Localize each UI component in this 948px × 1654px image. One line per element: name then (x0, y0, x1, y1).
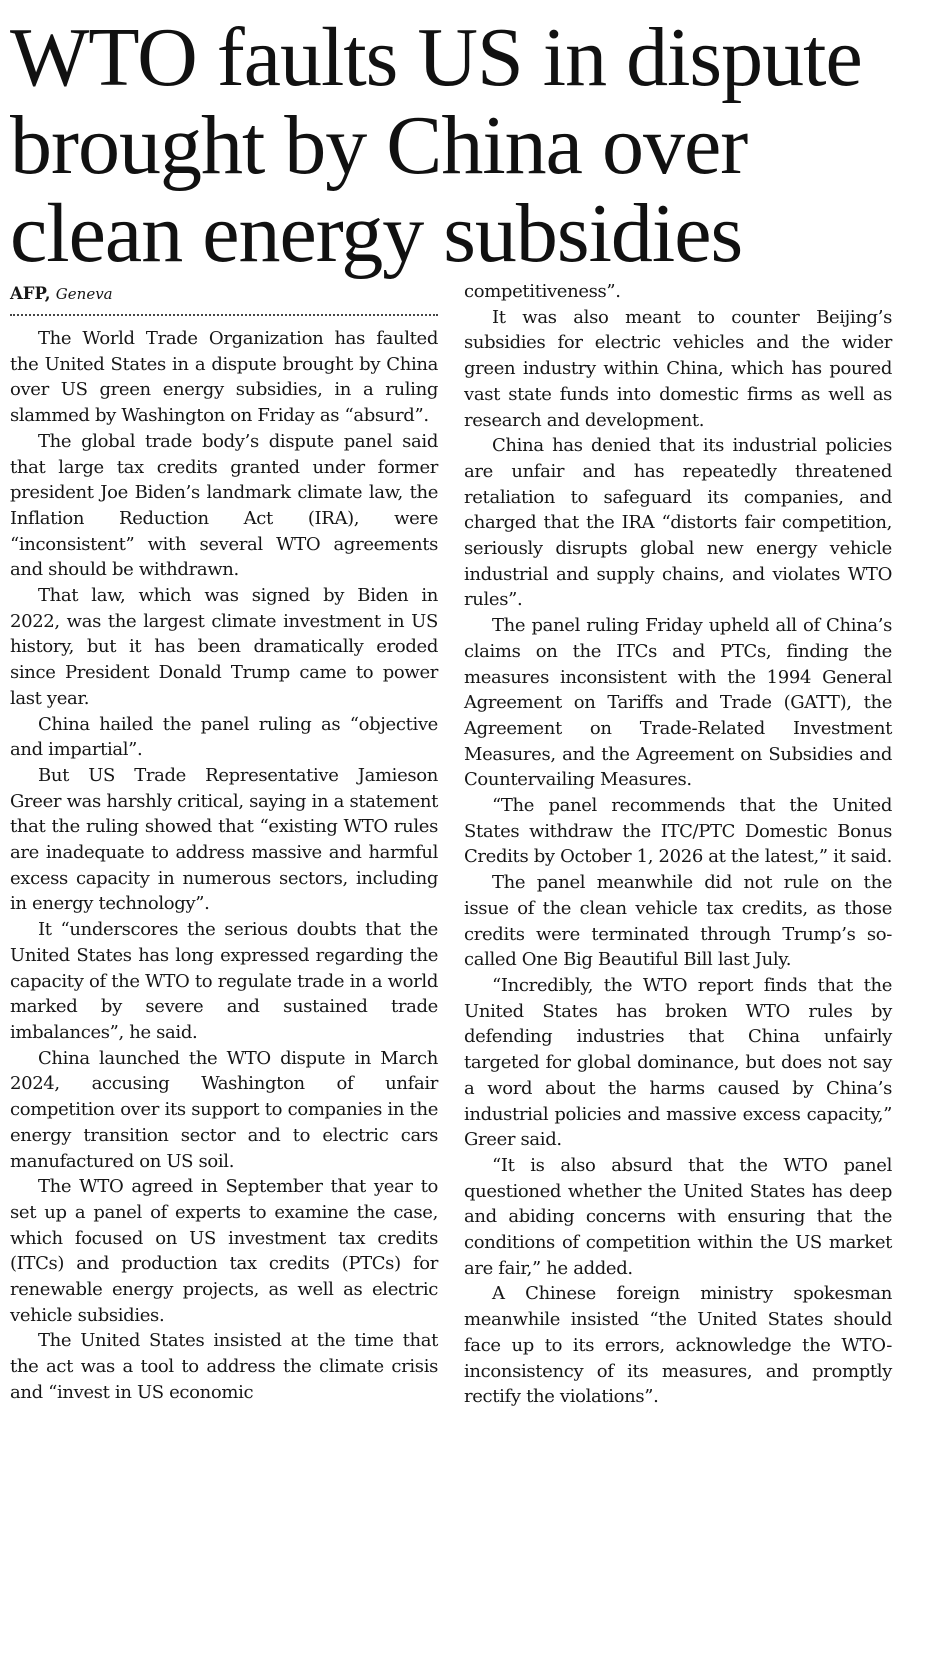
paragraph-continuation: competitiveness”. (464, 281, 621, 302)
paragraph: It “underscores the serious doubts that the United States has long expressed regarding the capacity of the WTO to regulate trade in a world marked by severe and sustained trade imbalances”, he said. (10, 919, 438, 1043)
paragraph: “The panel recommends that the United States withdraw the ITC/PTC Domestic Bonus Credits by October 1, 2026 at the latest,” it said. (464, 795, 892, 868)
paragraph: A Chinese foreign ministry spokesman meanwhile insisted “the United States should face up to its errors, acknowledge the WTO-inconsistency of its measures, and promptly rectify the violations”. (464, 1283, 892, 1408)
headline-line: WTO faults US in dispute (10, 11, 862, 104)
paragraph: The World Trade Organization has faulted the United States in a dispute brought by China over US green energy subsidies, in a ruling slammed by Washington on Friday as “absurd”. (10, 328, 438, 427)
headline-line: brought by China over (10, 99, 748, 192)
paragraph: The panel meanwhile did not rule on the issue of the clean vehicle tax credits, as those credits were terminated through Trump’s so-called One Big Beautiful Bill last July. (464, 872, 892, 971)
byline (10, 284, 440, 304)
paragraph: The WTO agreed in September that year to set up a panel of experts to examine the case, which focused on US investment tax credits (ITCs) and production tax credits (PTCs) for renewable energy projects, as well as electric vehicle subsidies. (10, 1176, 438, 1326)
right-column (464, 279, 892, 1410)
byline-divider (10, 314, 438, 316)
paragraph: China launched the WTO dispute in March 2024, accusing Washington of unfair competition over its support to companies in the energy transition sector and to electric cars manufactured on US soil. (10, 1047, 438, 1172)
paragraph: That law, which was signed by Biden in 2022, was the largest climate investment in US history, but it has been dramatically eroded since President Donald Trump came to power last year. (10, 585, 438, 709)
paragraph: The global trade body’s dispute panel said that large tax credits granted under former president Joe Biden’s landmark climate law, the Inflation Reduction Act (IRA), were “inconsistent” with several WTO agreements and should be withdrawn. (10, 430, 438, 581)
headline-line: clean energy subsidies (10, 187, 743, 280)
paragraph: China has denied that its industrial policies are unfair and has repeatedly threatened retaliation to safeguard its companies, and charged that the IRA “distorts fair competition, seriously disrupts global new energy vehicle industrial and supply chains, and violates WTO rules”. (464, 435, 892, 611)
paragraph: China hailed the panel ruling as “objective and impartial”. (10, 713, 438, 761)
paragraph: It was also meant to counter Beijing’s subsidies for electric vehicles and the wider green industry within China, which has poured vast state funds into domestic firms as well as research and development. (464, 306, 892, 431)
paragraph: “Incredibly, the WTO report finds that the United States has broken WTO rules by defending industries that China unfairly targeted for global dominance, but does not say a word about the harms caused by China’s industrial policies and massive excess capacity,” Greer said. (464, 974, 892, 1151)
article-headline (10, 11, 940, 280)
left-column (10, 326, 438, 1406)
paragraph: But US Trade Representative Jamieson Greer was harshly critical, saying in a statement that the ruling showed that “existing WTO rules are inadequate to address massive and harmful excess capacity in numerous sectors, including in energy technology”. (10, 764, 438, 915)
paragraph: The United States insisted at the time that the act was a tool to address the climate crisis and “invest in US economic (10, 1330, 438, 1403)
paragraph: The panel ruling Friday upheld all of China’s claims on the ITCs and PTCs, finding the measures inconsistent with the 1994 General Agreement on Tariffs and Trade (GATT), the Agreement on Trade-Related Investment Measures, and the Agreement on Subsidies and Countervailing Measures. (464, 615, 892, 791)
byline-dateline: Geneva (55, 285, 113, 303)
byline-agency: AFP, (10, 284, 51, 303)
paragraph: “It is also absurd that the WTO panel questioned whether the United States has deep and abiding concerns with ensuring that the conditions of competition within the US market are fair,” he added. (464, 1154, 892, 1279)
